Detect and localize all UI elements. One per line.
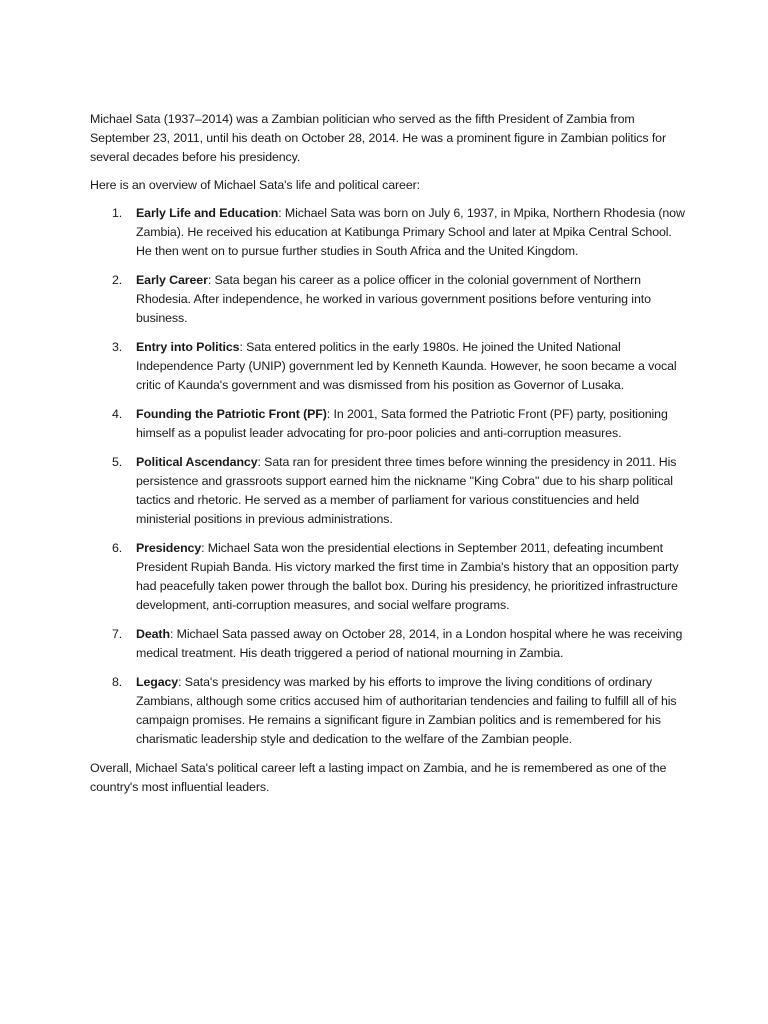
list-item-heading: Early Life and Education: [136, 206, 279, 220]
list-item-text: : Sata began his career as a police officer in the colonial government of Northern Rhodesia. After independence, he worked in various government positions before venturing into business.: [136, 273, 651, 325]
list-item: [90, 271, 690, 328]
list-item-text: : Michael Sata won the presidential elections in September 2011, defeating incumbent President Rupiah Banda. His victory marked the first time in Zambia's history that an opposition party had peacefully taken power through the ballot box. During his presidency, he prioritized infrastructure development, anti-corruption measures, and social welfare programs.: [136, 541, 679, 612]
list-item-number: 4.: [112, 407, 123, 421]
list-item: [90, 625, 690, 663]
list-item-text: : Michael Sata was born on July 6, 1937, in Mpika, Northern Rhodesia (now Zambia). He received his education at Katibunga Primary School and later at Mpika Central School. He then went on to pursue further studies in South Africa and the United Kingdom.: [136, 206, 685, 258]
career-list: [90, 204, 690, 749]
list-item-heading: Early Career: [136, 273, 208, 287]
list-item-number: 1.: [112, 206, 123, 220]
list-item-heading: Entry into Politics: [136, 340, 240, 354]
list-item: [90, 405, 690, 443]
list-item-heading: Political Ascendancy: [136, 455, 258, 469]
list-item: [90, 539, 690, 615]
overview-line: Here is an overview of Michael Sata's life and political career:: [90, 178, 420, 192]
list-item: [90, 453, 690, 529]
list-item: [90, 338, 690, 395]
list-item-text: : Sata entered politics in the early 1980s. He joined the United National Independence Party (UNIP) government led by Kenneth Kaunda. However, he soon became a vocal critic of Kaunda's government and was dismissed from his position as Governor of Lusaka.: [136, 340, 677, 392]
list-item-number: 2.: [112, 273, 123, 287]
list-item-number: 6.: [112, 541, 123, 555]
list-item: [90, 673, 690, 749]
list-item-text: : Michael Sata passed away on October 28, 2014, in a London hospital where he was receiving medical treatment. His death triggered a period of national mourning in Zambia.: [136, 627, 683, 660]
list-item-text: : Sata's presidency was marked by his efforts to improve the living conditions of ordinary Zambians, although some critics accused him of authoritarian tendencies and failing to fulfill all of his campaign promises. He remains a significant figure in Zambian politics and is remembered for his charismatic leadership style and dedication to the welfare of the Zambian people.: [136, 675, 677, 746]
document-page: [90, 110, 690, 806]
list-item: [90, 204, 690, 261]
list-item-text: : In 2001, Sata formed the Patriotic Front (PF) party, positioning himself as a populist leader advocating for pro-poor policies and anti-corruption measures.: [136, 407, 668, 440]
list-item-heading: Presidency: [136, 541, 202, 555]
list-item-number: 5.: [112, 455, 123, 469]
list-item-number: 3.: [112, 340, 123, 354]
conclusion-paragraph: Overall, Michael Sata's political career left a lasting impact on Zambia, and he is remembered as one of the country's most influential leaders.: [90, 761, 667, 794]
list-item-number: 8.: [112, 675, 123, 689]
list-item-heading: Founding the Patriotic Front (PF): [136, 407, 327, 421]
intro-paragraph: Michael Sata (1937–2014) was a Zambian politician who served as the fifth President of Zambia from September 23, 2011, until his death on October 28, 2014. He was a prominent figure in Zambian politics for several decades before his presidency.: [90, 112, 666, 164]
list-item-heading: Death: [136, 627, 170, 641]
list-item-heading: Legacy: [136, 675, 179, 689]
list-item-number: 7.: [112, 627, 123, 641]
list-item-text: : Sata ran for president three times before winning the presidency in 2011. His persistence and grassroots support earned him the nickname "King Cobra" due to his sharp political tactics and rhetoric. He served as a member of parliament for various constituencies and held ministerial positions in previous administrations.: [136, 455, 677, 526]
